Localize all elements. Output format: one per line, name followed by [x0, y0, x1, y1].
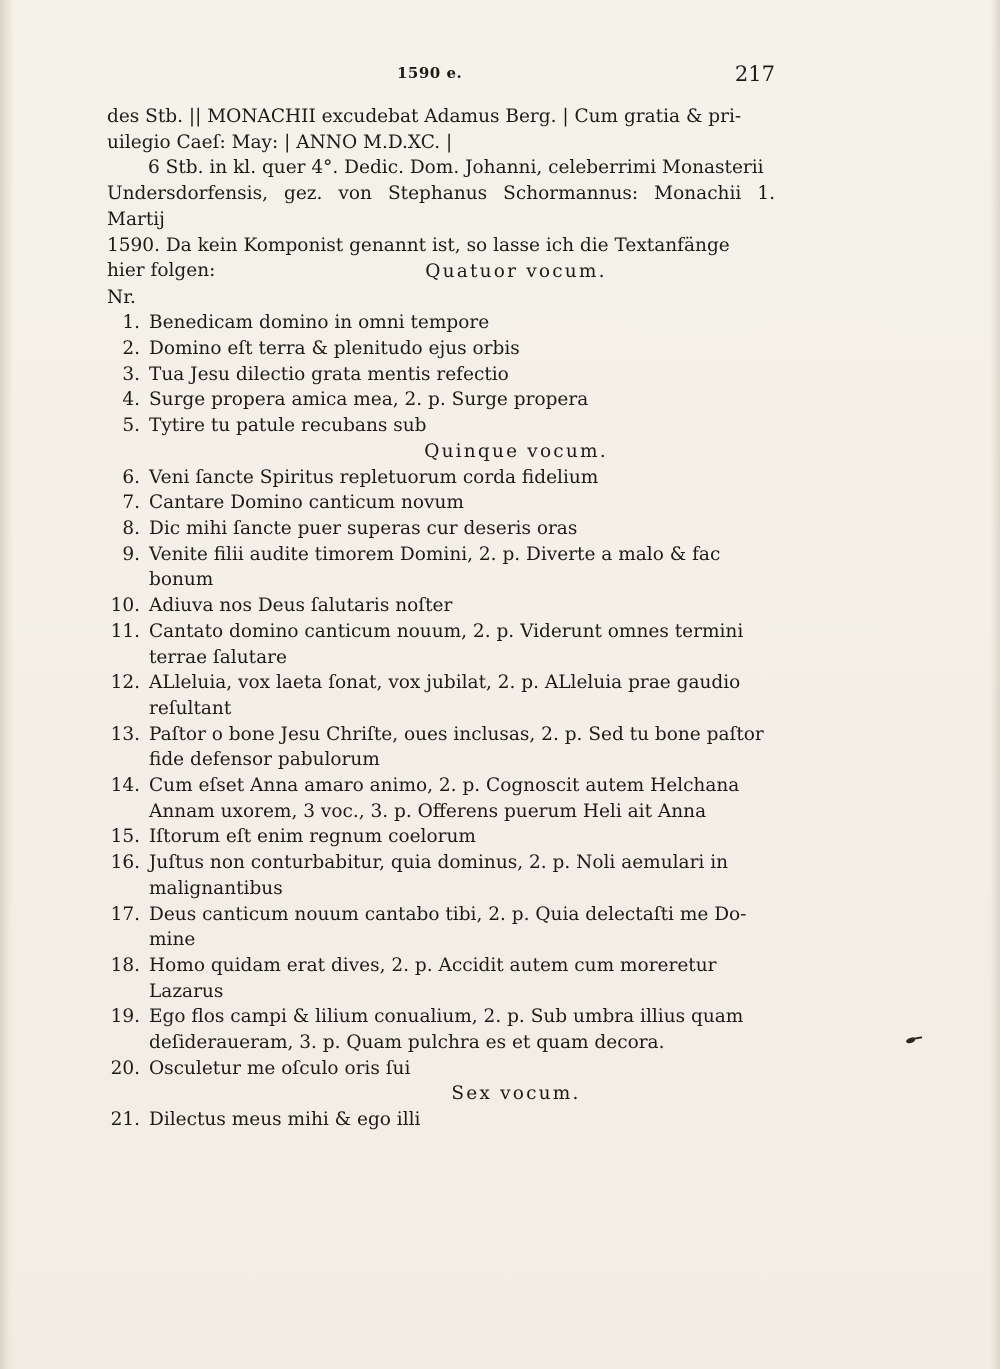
- intro-line: des Stb. || MONACHII excudebat Adamus Berg. | Cum gratia & pri-: [107, 106, 742, 127]
- entry-number: 16.: [110, 852, 140, 874]
- entry-line: Dic mihi ſancte puer superas cur deseris oras: [149, 517, 578, 539]
- entry-line: deſideraueram, 3. p. Quam pulchra es et quam decora.: [149, 1032, 665, 1054]
- entry-text: [149, 413, 775, 439]
- intro-paragraph: [107, 104, 775, 284]
- entry-line: Homo quidam erat dives, 2. p. Accidit autem cum moreretur: [149, 954, 717, 976]
- list-item: [107, 1004, 775, 1055]
- list-item: [107, 1107, 775, 1133]
- entry-line: fide defensor pabulorum: [149, 749, 380, 771]
- list-item: [107, 516, 775, 542]
- entry-number: 21.: [110, 1109, 140, 1131]
- entry-line: Tua Jesu dilectio grata mentis refectio: [149, 363, 509, 385]
- entry-number: 6.: [122, 466, 140, 488]
- entry-line: terrae ſalutare: [149, 646, 287, 668]
- entry-number: 18.: [110, 954, 140, 976]
- list-item: [107, 850, 775, 901]
- entry-text: [149, 516, 775, 542]
- entry-number: 2.: [122, 338, 140, 360]
- entry-list: [107, 259, 775, 1133]
- list-item: [107, 722, 775, 773]
- entry-text: [149, 1107, 775, 1133]
- entry-text: [149, 593, 775, 619]
- list-item: [107, 953, 775, 1004]
- list-item: [107, 490, 775, 516]
- entry-number: 9.: [122, 543, 140, 565]
- list-item: [107, 670, 775, 721]
- entry-line: malignantibus: [149, 877, 283, 899]
- intro-line: hier folgen:: [107, 260, 216, 282]
- entry-line: Venite filii audite timorem Domini, 2. p. Diverte a malo & fac: [149, 543, 721, 565]
- number-column-label: Nr.: [107, 286, 136, 308]
- running-head: 1590 e.: [397, 64, 463, 82]
- entry-number: 12.: [110, 672, 140, 694]
- entry-text: [149, 310, 775, 336]
- entry-text: [149, 542, 775, 593]
- list-item: [107, 465, 775, 491]
- entry-line: Paſtor o bone Jesu Chriſte, oues inclusas, 2. p. Sed tu bone paſtor: [149, 723, 764, 745]
- entry-number: 17.: [110, 903, 140, 925]
- entry-line: Ego flos campi & lilium conualium, 2. p. Sub umbra illius quam: [149, 1006, 744, 1028]
- section-heading: Quinque vocum.: [424, 440, 608, 462]
- entry-line: reſultant: [149, 697, 232, 719]
- entry-line: bonum: [149, 569, 214, 591]
- entry-text: [149, 850, 775, 901]
- entry-text: [149, 1056, 775, 1082]
- page-header: [107, 62, 775, 92]
- entry-number: 19.: [110, 1006, 140, 1028]
- entry-text: [149, 619, 775, 670]
- entry-line: Dilectus meus mihi & ego illi: [149, 1109, 421, 1131]
- intro-line: 6 Stb. in kl. quer 4°. Dedic. Dom. Johanni, celeberrimi Monasterii: [148, 157, 764, 179]
- entry-text: [149, 902, 775, 953]
- entry-line: Surge propera amica mea, 2. p. Surge propera: [149, 389, 589, 411]
- section-heading: Quatuor vocum.: [425, 261, 607, 282]
- entry-line: Osculetur me oſculo oris ſui: [149, 1057, 411, 1079]
- list-item: [107, 310, 775, 336]
- intro-line: Undersdorfensis, gez. von Stephanus Schormannus: Monachii 1. Martij: [107, 183, 775, 230]
- entry-text: [149, 722, 775, 773]
- list-item: [107, 1056, 775, 1082]
- entry-text: [149, 824, 775, 850]
- entry-number: 8.: [122, 517, 140, 539]
- list-item: [107, 824, 775, 850]
- entry-text: [149, 490, 775, 516]
- entry-line: Tytire tu patule recubans sub: [149, 415, 427, 437]
- page-left-edge: [0, 0, 14, 1369]
- intro-line: uilegio Caeſ: May: | ANNO M.D.XC. |: [107, 131, 453, 153]
- entry-line: Cum eſset Anna amaro animo, 2. p. Cognoscit autem Helchana: [149, 775, 740, 797]
- entry-line: Cantato domino canticum nouum, 2. p. Viderunt omnes termini: [149, 620, 744, 642]
- entry-text: [149, 362, 775, 388]
- list-item: [107, 362, 775, 388]
- entry-number: 4.: [122, 389, 140, 411]
- entry-text: [149, 953, 775, 1004]
- entry-line: Benedicam domino in omni tempore: [149, 312, 490, 334]
- entry-line: Iſtorum eſt enim regnum coelorum: [149, 826, 476, 848]
- margin-ink-mark: [906, 1036, 920, 1044]
- entry-number: 10.: [110, 595, 140, 617]
- list-item: [107, 336, 775, 362]
- entry-number: 15.: [110, 826, 140, 848]
- entry-text: [149, 773, 775, 824]
- entry-line: Cantare Domino canticum novum: [149, 492, 464, 514]
- list-item: [107, 902, 775, 953]
- list-item: [107, 619, 775, 670]
- entry-text: [149, 336, 775, 362]
- list-item: [107, 593, 775, 619]
- entry-line: Adiuva nos Deus ſalutaris noſter: [149, 595, 453, 617]
- list-item: [107, 413, 775, 439]
- list-item: [107, 542, 775, 593]
- entry-line: Annam uxorem, 3 voc., 3. p. Offerens puerum Heli ait Anna: [149, 800, 707, 822]
- entry-number: 1.: [122, 312, 140, 334]
- entry-text: [149, 1004, 775, 1055]
- list-item: [107, 773, 775, 824]
- entry-text: [149, 670, 775, 721]
- entry-text: [149, 465, 775, 491]
- entry-number: 5.: [122, 415, 140, 437]
- section-heading: Sex vocum.: [451, 1083, 581, 1105]
- intro-line: 1590. Da kein Komponist genannt ist, so lasse ich die Textanfänge: [107, 234, 730, 256]
- entry-line: ALleluia, vox laeta ſonat, vox jubilat, 2. p. ALleluia prae gaudio: [149, 672, 741, 694]
- entry-line: mine: [149, 929, 196, 951]
- page-right-edge: [990, 0, 1000, 1369]
- entry-number: 20.: [110, 1057, 140, 1079]
- entry-number: 13.: [110, 723, 140, 745]
- entry-line: Domino eſt terra & plenitudo ejus orbis: [149, 338, 520, 360]
- entry-number: 14.: [110, 775, 140, 797]
- entry-line: Deus canticum nouum cantabo tibi, 2. p. Quia delectaſti me Do-: [149, 903, 747, 925]
- entry-number: 3.: [122, 363, 140, 385]
- entry-number: 11.: [110, 620, 140, 642]
- entry-line: Juſtus non conturbabitur, quia dominus, 2. p. Noli aemulari in: [149, 852, 729, 874]
- entry-line: Veni ſancte Spiritus repletuorum corda fidelium: [149, 466, 599, 488]
- entry-line: Lazarus: [149, 980, 224, 1002]
- entry-text: [149, 387, 775, 413]
- entry-number: 7.: [122, 492, 140, 514]
- list-item: [107, 387, 775, 413]
- page-number: 217: [734, 62, 775, 86]
